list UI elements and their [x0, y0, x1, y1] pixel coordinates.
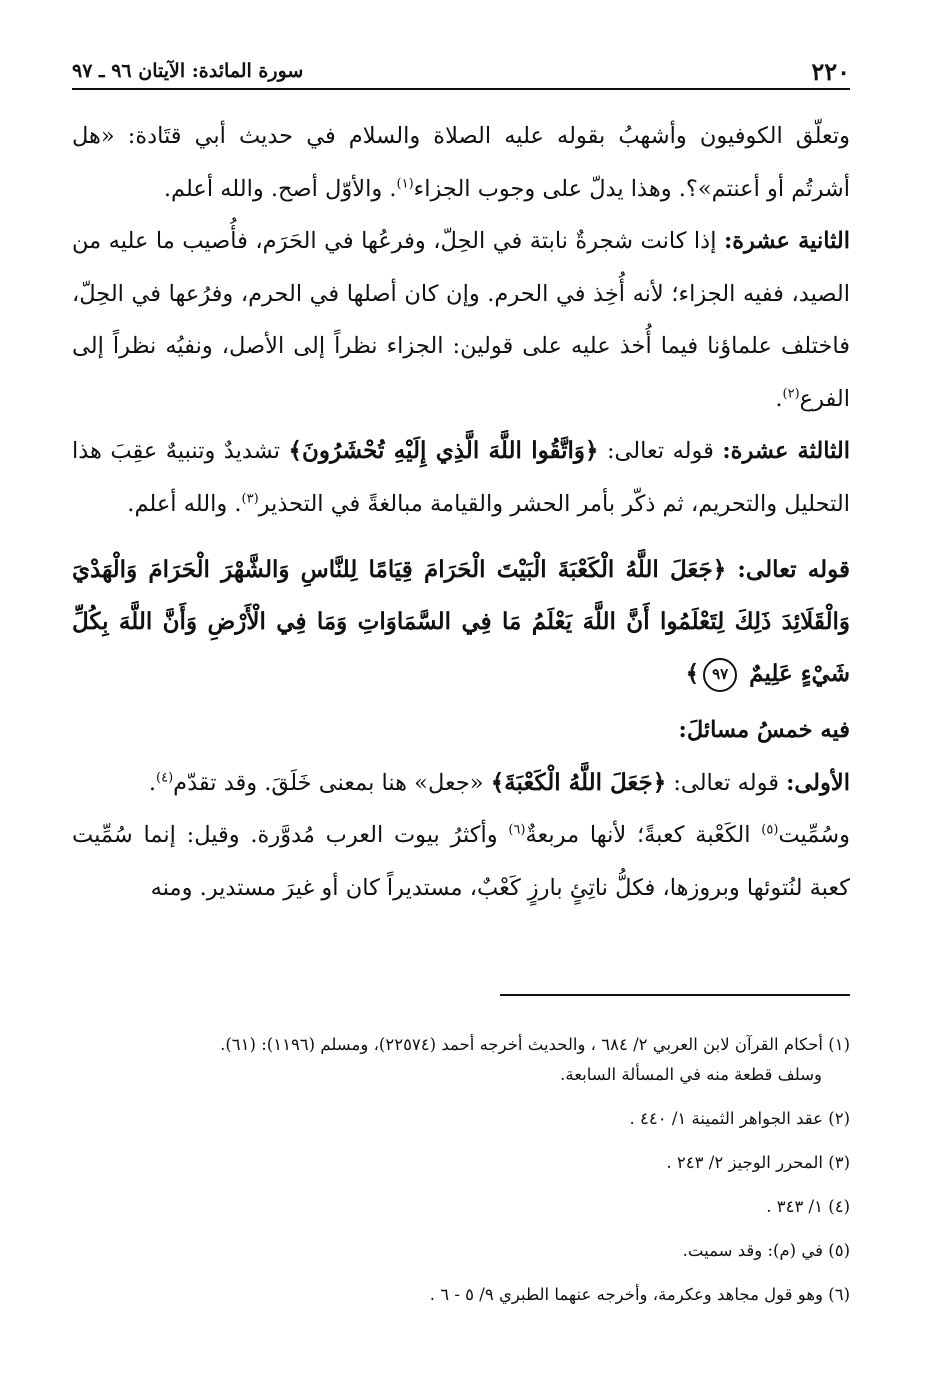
verse-paragraph: قوله تعالى: ﴿جَعَلَ اللَّهُ الْكَعْبَةَ الْبَيْتَ الْحَرَامَ قِيَامًا لِلنَّاسِ وَالشَّهْرَ الْحَرَامَ وَالْهَدْيَ وَالْقَلَائِدَ ذَلِكَ لِتَعْلَمُوا أَنَّ اللَّهَ يَعْلَمُ مَا فِي السَّمَاوَاتِ وَمَا فِي الْأَرْضِ وَأَنَّ اللَّهَ بِكُلِّ شَيْءٍ عَلِيمٌ ٩٧﴾: [72, 544, 850, 700]
issue-heading-1: الأولى:: [786, 769, 850, 796]
book-page: [72, 54, 850, 1354]
paragraph-5: وسُمِّيت$^{(٥)}$ الكَعْبة كعبةً؛ لأنها مربعةٌ$^{(٦)}$ وأكثرُ بيوت العرب مُدوَّرة. وقيل: إنما سُمِّيت كعبة لنُتوئها وبروزها، فكلُّ ناتِئٍ بارزٍ كَعْبٌ، مستديراً كان أو غيرَ مستدير. ومنه: [72, 822, 850, 901]
footnote-3: (٣) المحرر الوجيز ٢/ ٢٤٣ .: [666, 1153, 850, 1172]
footnote-ref-3[interactable]: (٣): [241, 491, 259, 506]
page-header: [72, 54, 850, 90]
verse-block: [72, 544, 850, 700]
verse-lead: قوله تعالى:: [737, 556, 850, 583]
quoted-verse: ﴿وَاتَّقُوا اللَّهَ الَّذِي إِلَيْهِ تُحْشَرُونَ﴾: [288, 437, 599, 464]
footnote-ref-1[interactable]: (١): [396, 176, 414, 191]
footnote-1: (١) أحكام القرآن لابن العربي ٢/ ٦٨٤ ، والحديث أخرجه أحمد (٢٢٥٧٤)، ومسلم (١١٩٦): (٦١). وسلف قطعة منه في المسألة السابعة.: [220, 1035, 850, 1084]
footnote-6: (٦) وهو قول مجاهد وعكرمة، وأخرجه عنهما الطبري ٩/ ٥ - ٦ .: [429, 1285, 850, 1304]
footnote-ref-6[interactable]: (٦): [508, 822, 526, 838]
verse-text: ﴿جَعَلَ اللَّهُ الْكَعْبَةَ الْبَيْتَ الْحَرَامَ قِيَامًا لِلنَّاسِ وَالشَّهْرَ الْحَرَامَ وَالْهَدْيَ وَالْقَلَائِدَ ذَلِكَ لِتَعْلَمُوا أَنَّ اللَّهَ يَعْلَمُ مَا فِي السَّمَاوَاتِ وَمَا فِي الْأَرْضِ وَأَنَّ اللَّهَ بِكُلِّ شَيْءٍ عَلِيمٌ: [72, 556, 850, 687]
footnotes: [72, 1030, 850, 1324]
footnote-5: (٥) في (م): وقد سميت.: [682, 1241, 850, 1260]
footnote-ref-2[interactable]: (٢): [782, 386, 800, 401]
footnote-ref-4[interactable]: (٤): [156, 770, 174, 785]
ayah-number-marker: ٩٧: [703, 658, 737, 692]
issue-heading-12: الثانية عشرة:: [723, 228, 850, 254]
issues-heading: فيه خمسُ مسائلَ:: [678, 717, 850, 743]
paragraph-2: الثانية عشرة: إذا كانت شجرةٌ نابتة في الحِلّ، وفرعُها في الحَرَم، فأُصيب ما عليه من الصيد، ففيه الجزاء؛ لأنه أُخِذ في الحرم. وإن كان أصلها في الحرم، وفرُعها في الحِلّ، فاختلف علماؤنا فيما أُخذ عليه على قولين: الجزاء نظراً إلى الأصل، ونفيُه نظراً إلى الفرع$^{(٢)}$.: [72, 228, 850, 412]
footnote-ref-5[interactable]: (٥): [761, 822, 779, 838]
running-title: سورة المائدة: الآيتان ٩٦ ـ ٩٧: [72, 60, 304, 82]
main-text-2: [72, 704, 850, 914]
paragraph-3: الثالثة عشرة: قوله تعالى: ﴿وَاتَّقُوا اللَّهَ الَّذِي إِلَيْهِ تُحْشَرُونَ﴾ تشديدٌ وتنبيهٌ عقِبَ هذا التحليل والتحريم، ثم ذكّر بأمر الحشر والقيامة مبالغةً في التحذير$^{(٣)}$. والله أعلم.: [72, 437, 850, 517]
footnote-2: (٢) عقد الجواهر الثمينة ١/ ٤٤٠ .: [629, 1109, 850, 1128]
main-text: [72, 110, 850, 530]
footnote-4: (٤) ١/ ٣٤٣ .: [766, 1197, 850, 1216]
issue-heading-13: الثالثة عشرة:: [722, 438, 850, 464]
paragraph-4: الأولى: قوله تعالى: ﴿جَعَلَ اللَّهُ الْكَعْبَةَ﴾ «جعل» هنا بمعنى خَلَقَ. وقد تقدّم$^{(٤)}$.: [148, 768, 850, 796]
footnote-divider: [500, 994, 850, 996]
page-number: ٢٢٠: [811, 56, 850, 86]
paragraph-1: وتعلّق الكوفيون وأشهبُ بقوله عليه الصلاة والسلام في حديث أبي قتَادة: «هل أشرتُم أو أعنتم»؟. وهذا يدلّ على وجوب الجزاء$^{(١)}$. والأوّل أصح. والله أعلم.: [72, 123, 850, 202]
quoted-verse-2: ﴿جَعَلَ اللَّهُ الْكَعْبَةَ﴾: [490, 768, 667, 796]
